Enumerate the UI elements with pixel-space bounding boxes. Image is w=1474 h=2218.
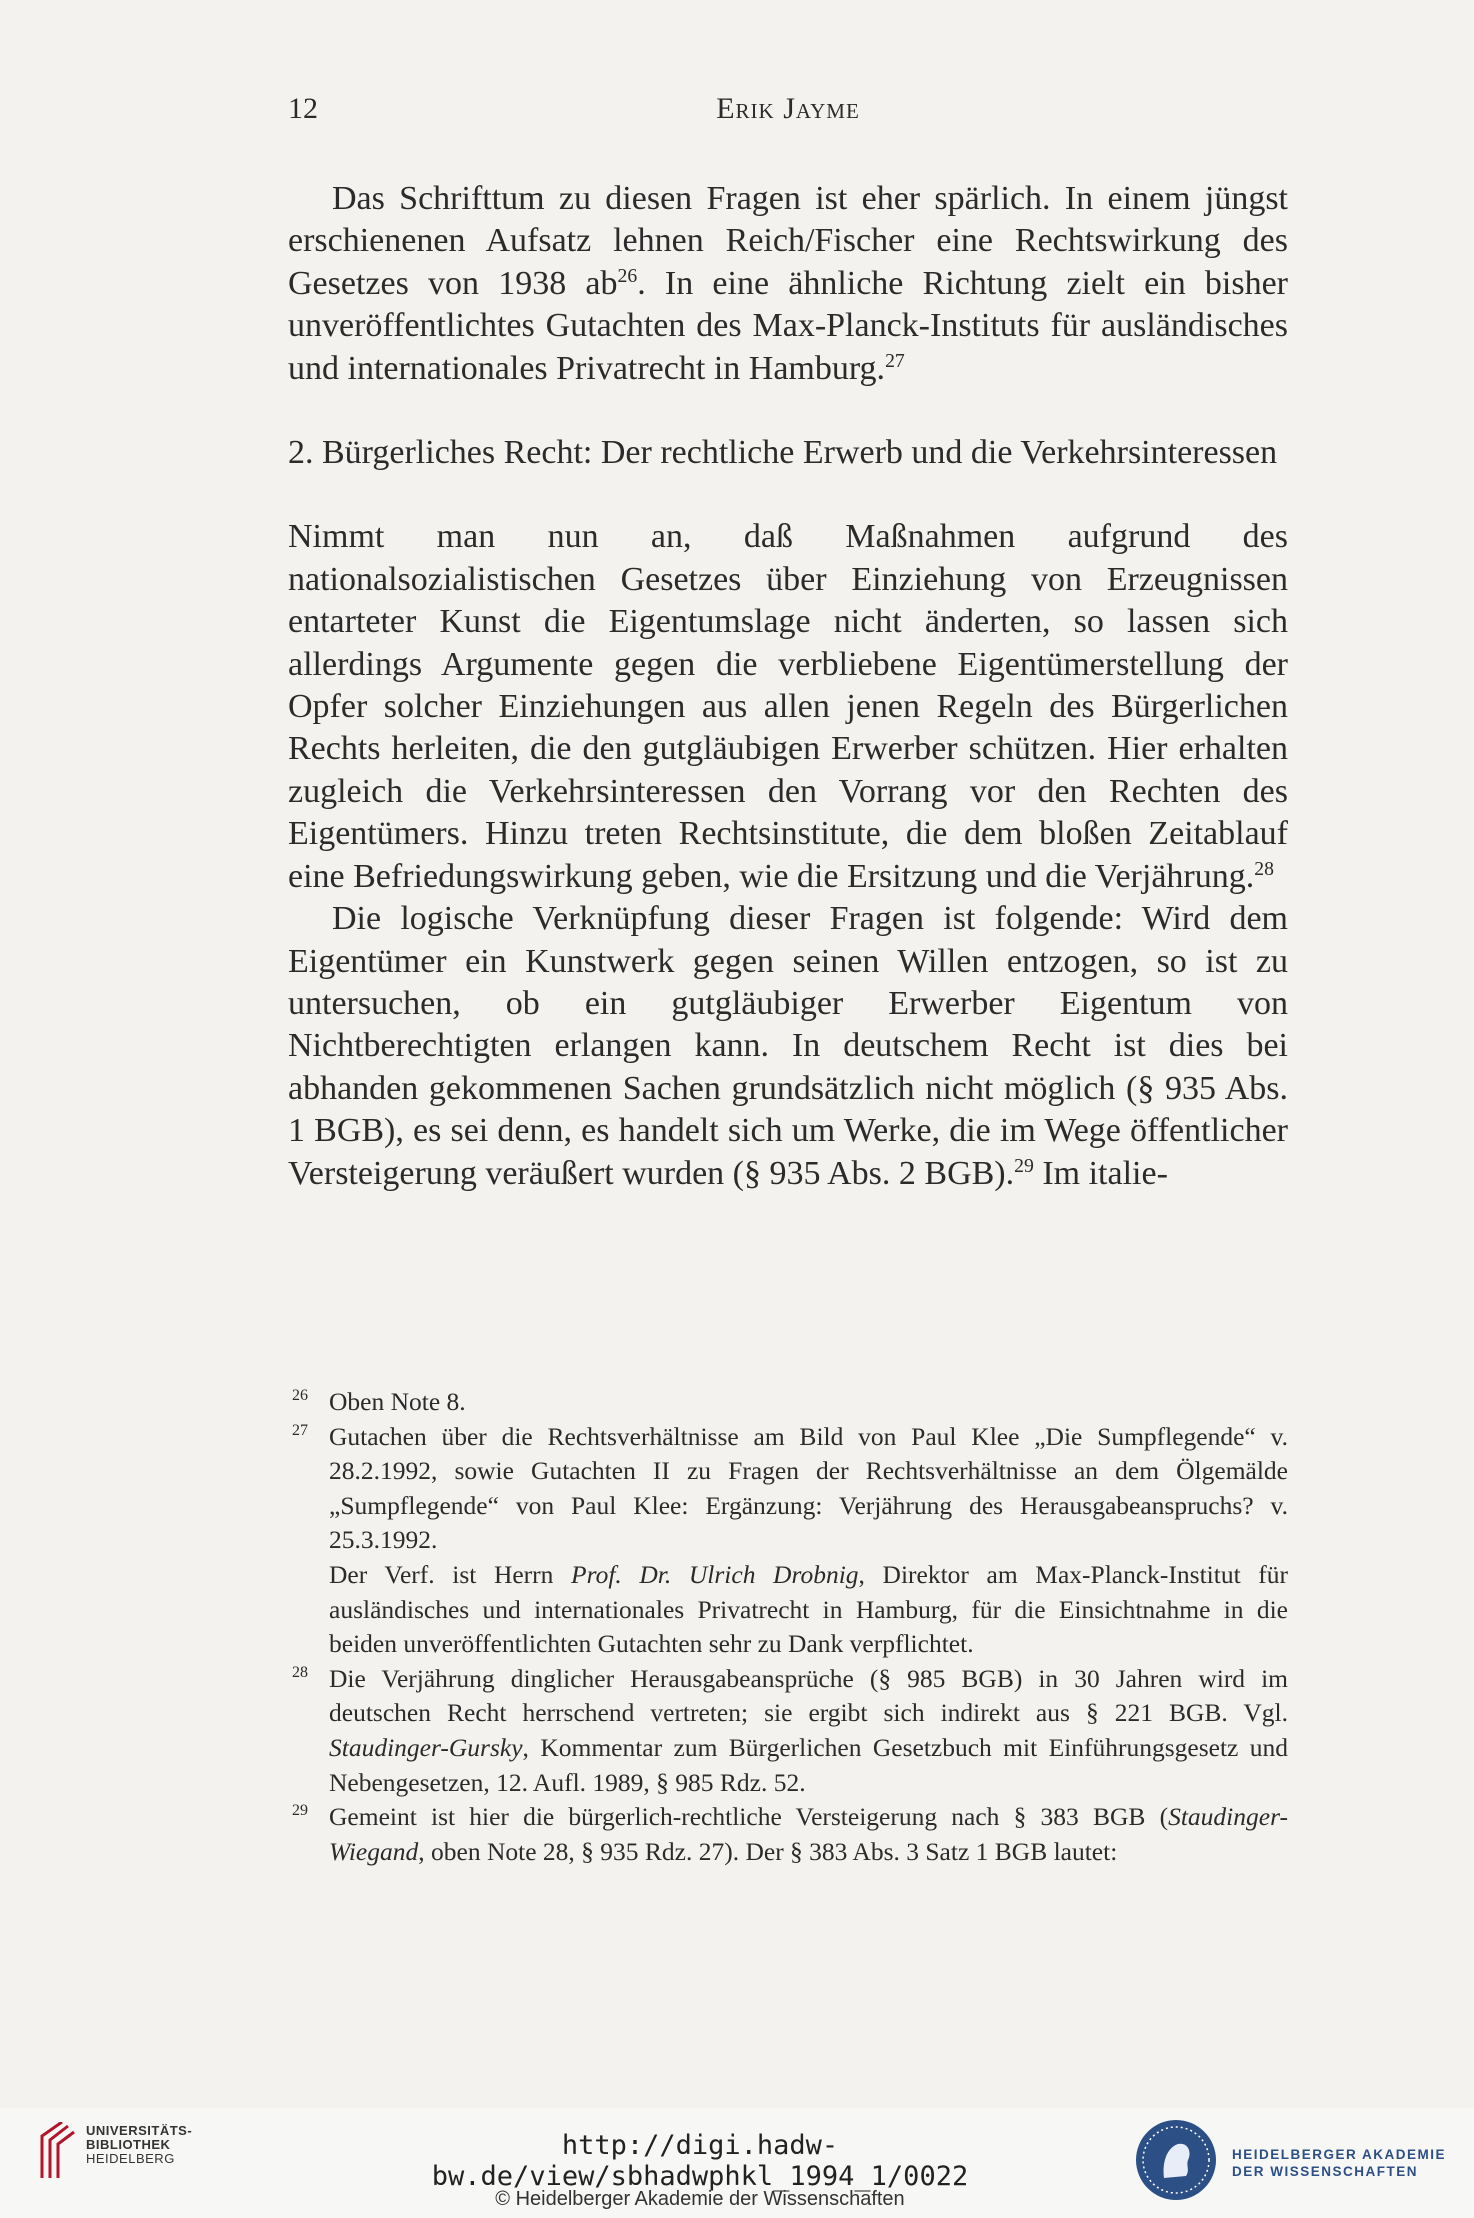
university-library-logo-icon [36, 2122, 80, 2182]
section-heading: 2. Bürgerliches Recht: Der rechtliche Erwerb und die Verkehrsinteressen [288, 434, 1278, 472]
footnote-author-name: Staudinger-Gursky [329, 1732, 523, 1762]
paragraph-1-text-b: . In eine ähnliche Richtung zielt ein bisher unveröffentlichtes Gutachten des Max-Planck-Instituts für ausländisches und internationales Privatrecht in Hamburg. [288, 264, 1288, 387]
paragraph-1 [288, 178, 1288, 390]
footnote-text: Gutachen über die Rechtsverhältnisse am Bild von Paul Klee „Die Sumpflegende“ v. 28.2.1992, sowie Gutachten II zu Fragen der Rechtsverhältnisse an dem Ölgemälde „Sumpflegende“ von Paul Klee: Ergänzung: Verjährung des Herausgabeanspruchs? v. 25.3.1992. [329, 1421, 1288, 1555]
footnote-number: 29 [292, 1802, 308, 1820]
footnote-author-name: Staudinger-Wiegand [329, 1802, 1288, 1866]
footnote-text: , Kommentar zum Bürgerlichen Gesetzbuch mit Einführungsgesetz und Nebengesetzen, 12. Aufl. 1989, § 985 Rdz. 52. [329, 1732, 1288, 1797]
footnote-text: , Direktor am Max-Planck-Institut für ausländisches und internationales Privatrecht in Hamburg, für die Einsichtnahme in die beiden unveröffentlichten Gutachten sehr zu Dank verpflichtet. [329, 1559, 1288, 1659]
footnote-ref-27: 27 [885, 349, 905, 372]
footnote-text: Der Verf. ist Herrn [329, 1559, 572, 1589]
paragraph-3-text-b: Im italie- [1033, 1154, 1168, 1192]
footnote-text: Gemeint ist hier die bürgerlich-rechtliche Versteigerung nach § 383 BGB ( [329, 1802, 1169, 1832]
copyright-notice: © Heidelberger Akademie der Wissenschaften [495, 2188, 905, 2210]
footnote-26 [288, 1385, 1288, 1420]
footnote-27 [288, 1420, 1288, 1558]
footnote-ref-26: 26 [617, 264, 638, 287]
footnote-author-name: Prof. Dr. Ulrich Drobnig [571, 1559, 859, 1589]
footnote-number: 26 [292, 1387, 308, 1404]
page-header [288, 92, 1288, 132]
footnote-text: , oben Note 28, § 935 Rdz. 27). Der § 383 Abs. 3 Satz 1 BGB lautet: [418, 1836, 1118, 1866]
footnote-number: 28 [292, 1663, 308, 1681]
academy-seal-icon [1134, 2118, 1218, 2202]
paragraph-2 [288, 516, 1288, 898]
paragraph-2-text: Nimmt man nun an, daß Maßnahmen aufgrund des nationalsozialistischen Gesetzes über Einziehung von Erzeugnissen entarteter Kunst die Eigentumslage nicht änderten, so lassen sich allerdings Argumente gegen die verbliebene Eigentümerstellung der Opfer solcher Einziehungen aus allen jenen Regeln des Bürgerlichen Rechts herleiten, die den gutgläubigen Erwerber schützen. Hier erhalten zugleich die Verkehrsinteressen den Vorrang vor den Rechten des Eigentümers. Hinzu treten Rechtsinstitute, die dem bloßen Zeitablauf eine Befriedungswirkung geben, wie die Ersitzung und die Verjährung. [288, 518, 1288, 895]
paragraph-1-text-a: Das Schrifttum zu diesen Fragen ist eher spärlich. In einem jüngst erschienenen Aufsatz lehnen Reich/Fischer eine Rechtswirkung des Gesetzes von 1938 ab [288, 180, 1288, 302]
footnote-number: 27 [292, 1421, 308, 1439]
footnote-ref-28: 28 [1254, 857, 1274, 880]
paragraph-3-text-a: Die logische Verknüpfung dieser Fragen ist folgende: Wird dem Eigentümer ein Kunstwerk gegen seinen Willen entzogen, so ist zu untersuchen, ob ein gutgläubiger Erwerber Eigentum von Nichtberechtigten erlangen kann. In deutschem Recht ist dies bei abhanden gekommenen Sachen grundsätzlich nicht möglich (§ 935 Abs. 1 BGB), es sei denn, es handelt sich um Werke, die im Wege öffentlicher Versteigerung veräußert wurden (§ 935 Abs. 2 BGB). [288, 900, 1288, 1192]
footnote-29 [288, 1800, 1288, 1869]
permalink-url[interactable]: http://digi.hadw-bw.de/view/sbhadwphkl_1994_1/0022 [431, 2130, 969, 2192]
footnote-ref-29: 29 [1014, 1154, 1034, 1177]
running-head: Erik Jayme [716, 92, 860, 125]
footer-bar [0, 2108, 1474, 2218]
footnotes [288, 1385, 1288, 1869]
body-text [288, 178, 1288, 1195]
academy-name: HEIDELBERGER AKADEMIE DER WISSENSCHAFTEN [1232, 2147, 1447, 2179]
footnote-28 [288, 1662, 1288, 1800]
paragraph-3 [288, 898, 1288, 1195]
footnote-27-continued [288, 1558, 1288, 1662]
footnote-text: Oben Note 8. [329, 1387, 466, 1416]
page-number: 12 [288, 92, 318, 125]
footnote-text: Die Verjährung dinglicher Herausgabeansprüche (§ 985 BGB) in 30 Jahren wird im deutschen Recht herrschend vertreten; sie ergibt sich indirekt aus § 221 BGB. Vgl. [329, 1663, 1288, 1728]
university-library-name: UNIVERSITÄTS- BIBLIOTHEK HEIDELBERG [86, 2123, 193, 2166]
